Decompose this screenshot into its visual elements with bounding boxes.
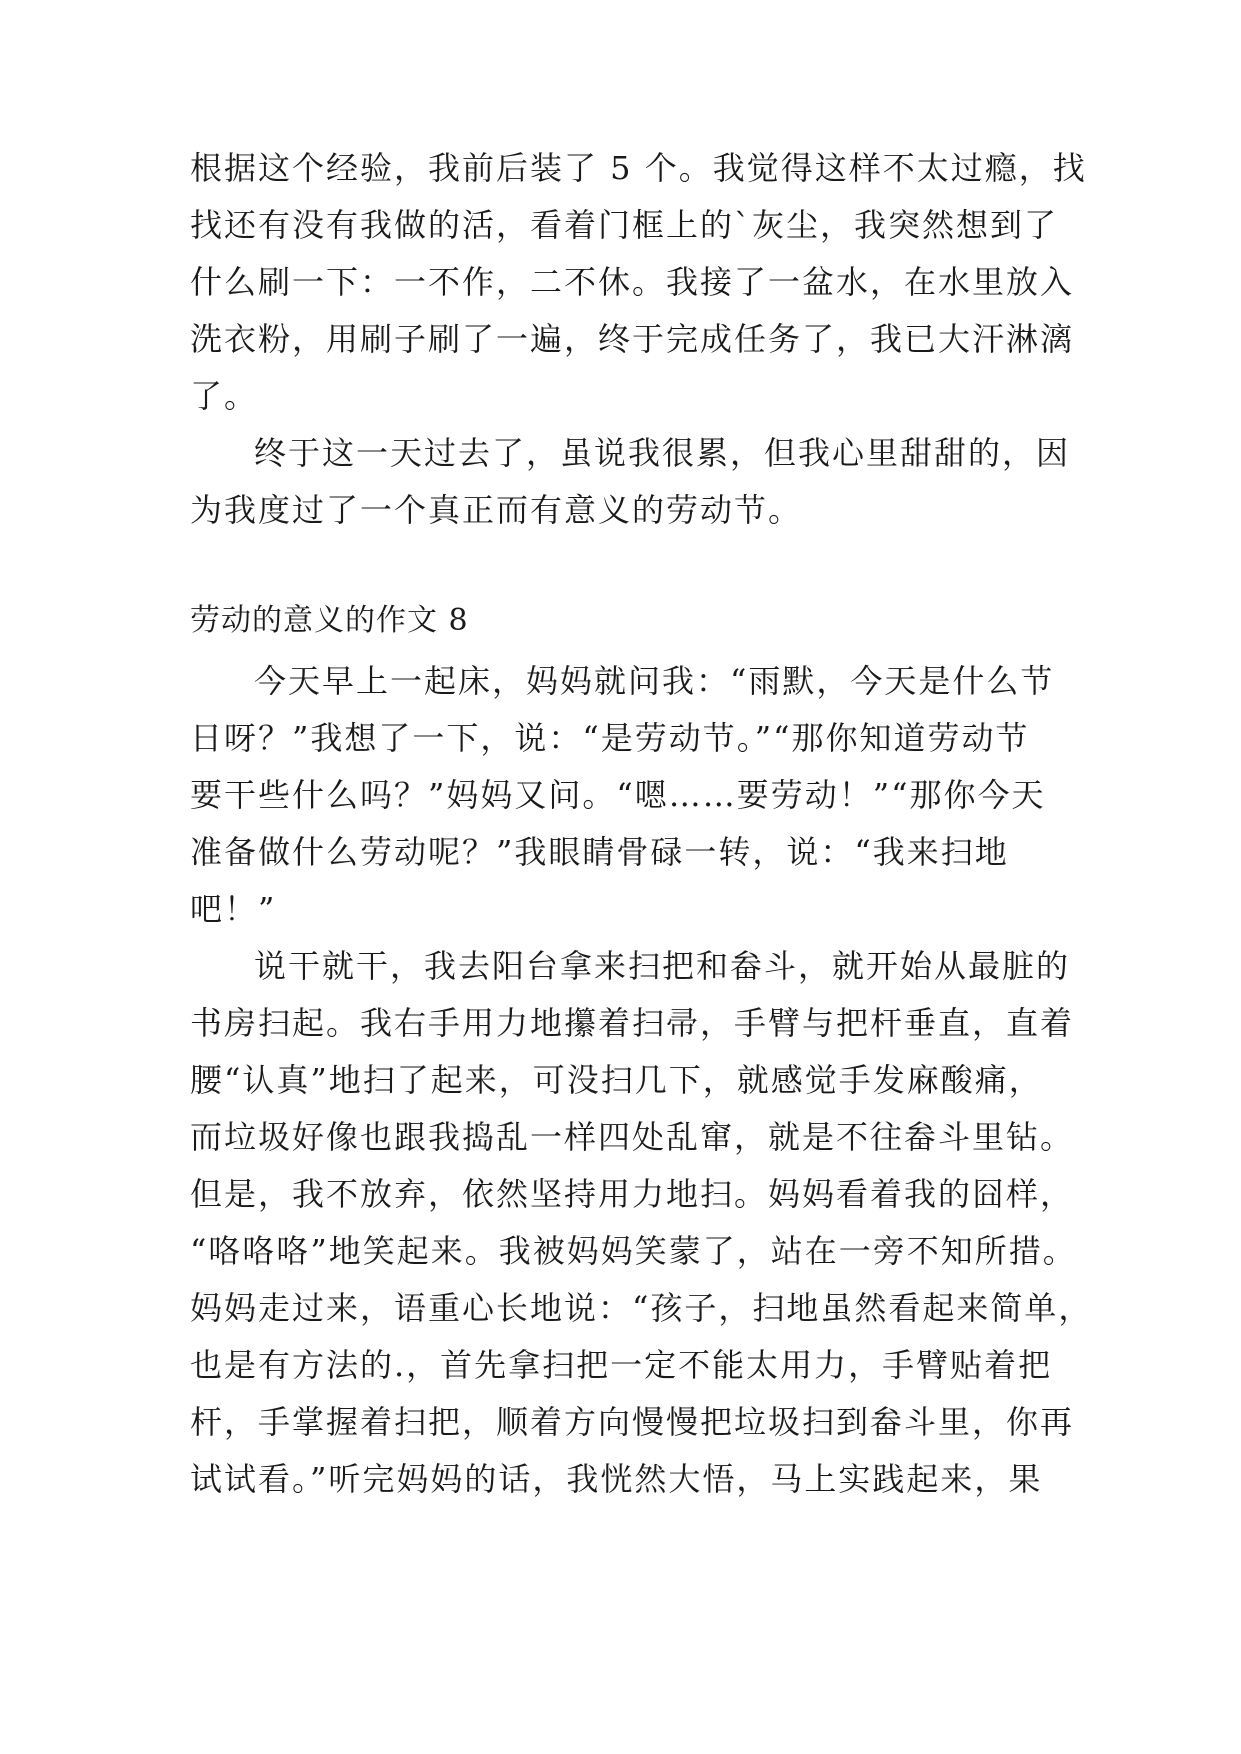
paragraph-line: 今天早上一起床，妈妈就问我：“雨默，今天是什么节 [254,662,1055,700]
paragraph-line: 吧！” [190,890,277,928]
paragraph-line: 终于这一天过去了，虽说我很累，但我心里甜甜的，因 [254,434,1071,472]
paragraph-line: 洗衣粉，用刷子刷了一遍，终于完成任务了，我已大汗淋漓 [190,320,1075,358]
paragraph-line: 也是有方法的.，首先拿扫把一定不能太用力，手臂贴着把 [190,1346,1053,1384]
paragraph-line: 书房扫起。我右手用力地攥着扫帚，手臂与把杆垂直，直着 [190,1004,1075,1042]
paragraph-line: 而垃圾好像也跟我捣乱一样四处乱窜，就是不往畚斗里钻。 [190,1118,1075,1156]
paragraph-line: 要干些什么吗？”妈妈又问。“嗯……要劳动！”“那你今天 [190,776,1046,814]
paragraph-line: 了。 [190,377,259,415]
paragraph-line: 准备做什么劳动呢？”我眼睛骨碌一转，说：“我来扫地 [190,833,1009,871]
paragraph-line: 根据这个经验，我前后装了 5 个。我觉得这样不太过瘾，找 [190,149,1087,187]
paragraph-line: 试试看。”听完妈妈的话，我恍然大悟，马上实践起来，果 [190,1460,1043,1498]
paragraph-line: 说干就干，我去阳台拿来扫把和畚斗，就开始从最脏的 [254,947,1071,985]
paragraph-line: 日呀？”我想了一下，说：“是劳动节。”“那你知道劳动节 [190,719,1030,757]
paragraph-line: 杆，手掌握着扫把，顺着方向慢慢把垃圾扫到畚斗里，你再 [190,1403,1075,1441]
paragraph-line: “咯咯咯”地笑起来。我被妈妈笑蒙了，站在一旁不知所措。 [190,1232,1077,1270]
paragraph-line: 妈妈走过来，语重心长地说：“孩子，扫地虽然看起来简单， [190,1289,1093,1327]
paragraph-line: 腰“认真”地扫了起来，可没扫几下，就感觉手发麻酸痛， [190,1061,1043,1099]
paragraph-line: 为我度过了一个真正而有意义的劳动节。 [190,491,803,529]
section-heading: 劳动的意义的作文 8 [190,603,469,638]
paragraph-line: 找还有没有我做的活，看着门框上的`灰尘，我突然想到了 [190,206,1059,244]
paragraph-line: 但是，我不放弃，依然坚持用力地扫。妈妈看着我的囧样， [190,1175,1075,1213]
paragraph-line: 什么刷一下：一不作，二不休。我接了一盆水，在水里放入 [190,263,1075,301]
